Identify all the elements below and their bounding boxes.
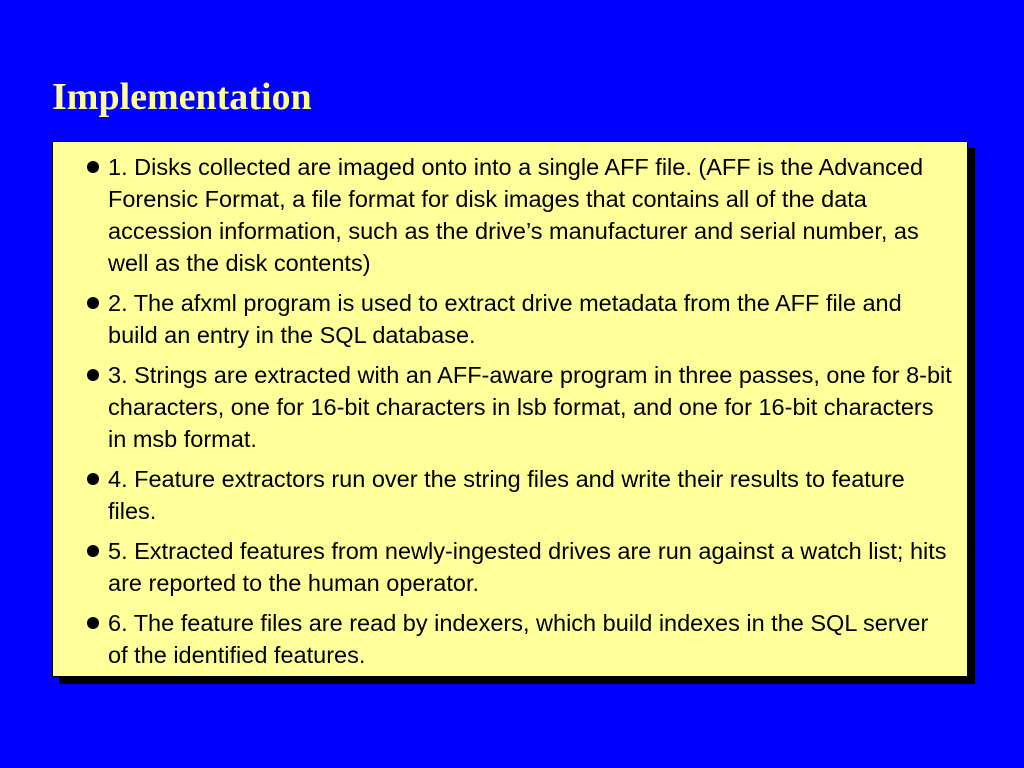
bullet-text: 4. Feature extractors run over the string files and write their results to feature files. bbox=[108, 466, 905, 524]
bullet-text: 2. The afxml program is used to extract drive metadata from the AFF file and build an entry in the SQL database. bbox=[108, 290, 902, 348]
bullet-text: 6. The feature files are read by indexers, which build indexes in the SQL server of the identified features. bbox=[108, 610, 929, 668]
bullet-text: 3. Strings are extracted with an AFF-aware program in three passes, one for 8-bit characters, one for 16-bit characters in lsb format, and one for 16-bit characters in msb format. bbox=[108, 362, 952, 452]
bullet-item-6 bbox=[84, 607, 954, 671]
bullet-item-3 bbox=[84, 359, 954, 455]
bullet-item-1 bbox=[84, 151, 954, 279]
content-box bbox=[52, 141, 968, 677]
bullet-text: 1. Disks collected are imaged onto into a single AFF file. (AFF is the Advanced Forensic Format, a file format for disk images that contains all of the data accession information, such as the drive’s manufacturer and serial number, as well as the disk contents) bbox=[108, 154, 924, 276]
bullet-item-5 bbox=[84, 535, 954, 599]
bullet-item-4 bbox=[84, 463, 954, 527]
bullet-item-2 bbox=[84, 287, 954, 351]
bullet-icon bbox=[87, 161, 99, 173]
slide-title: Implementation bbox=[52, 76, 312, 118]
bullet-icon bbox=[87, 545, 99, 557]
bullet-text: 5. Extracted features from newly-ingested drives are run against a watch list; hits are reported to the human operator. bbox=[108, 538, 947, 596]
bullet-list bbox=[84, 151, 954, 679]
bullet-icon bbox=[87, 473, 99, 485]
bullet-icon bbox=[87, 617, 99, 629]
bullet-icon bbox=[87, 369, 99, 381]
bullet-icon bbox=[87, 297, 99, 309]
